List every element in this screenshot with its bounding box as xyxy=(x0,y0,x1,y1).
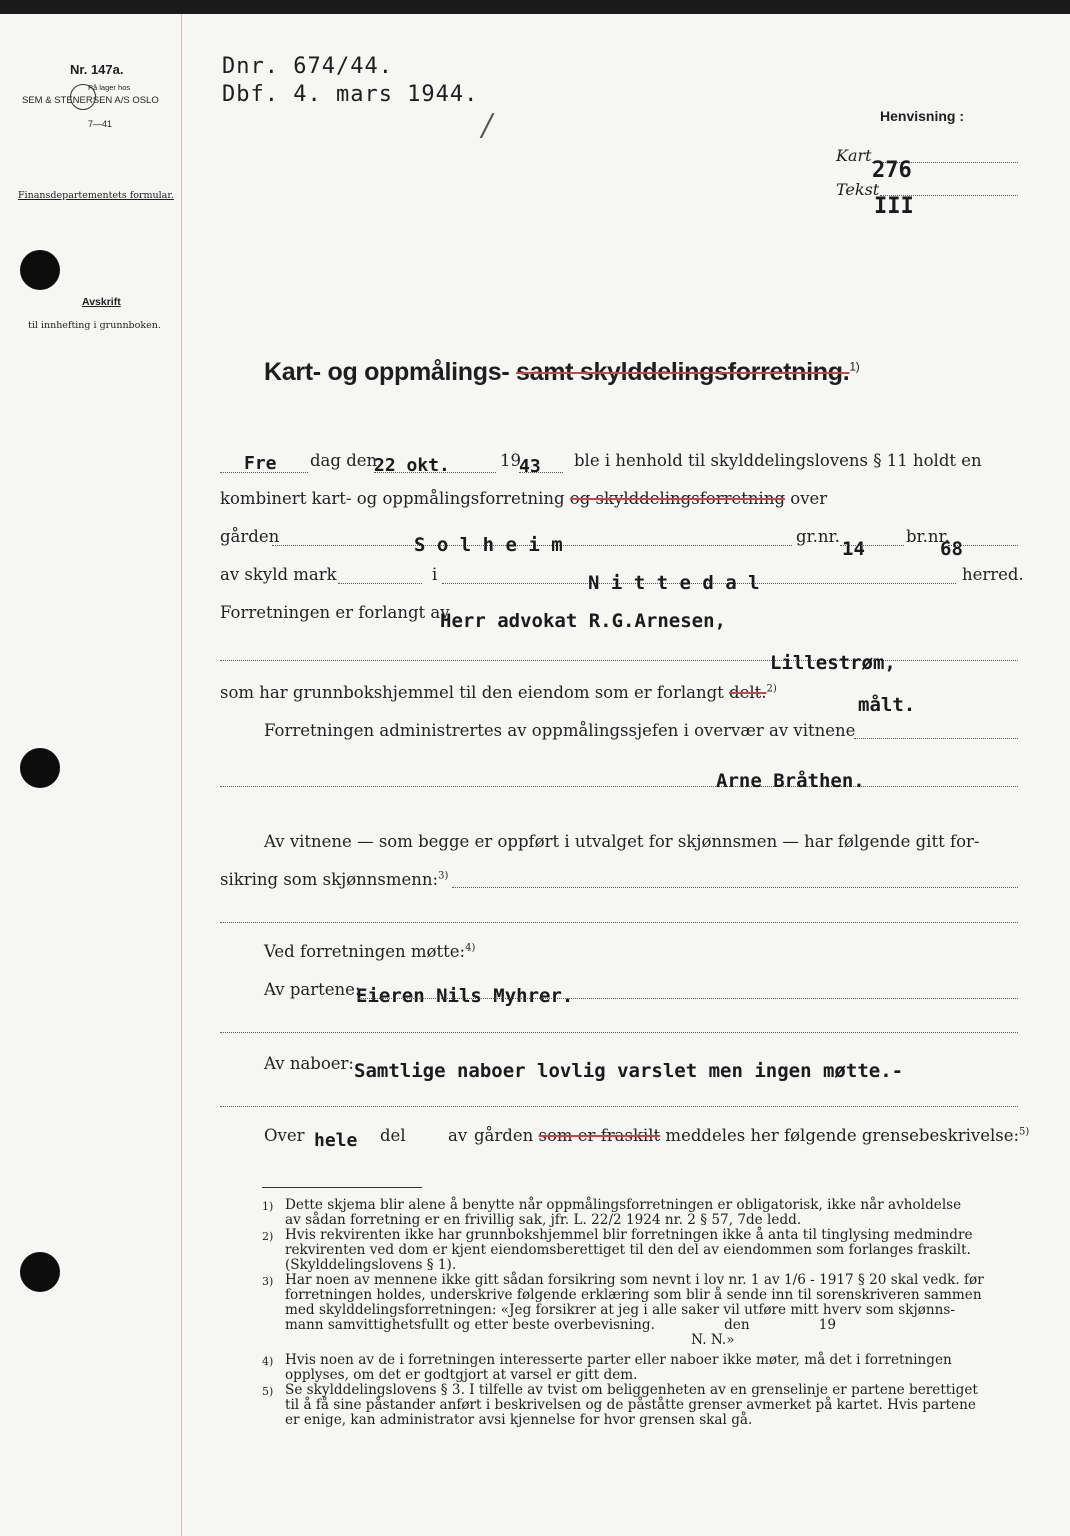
requested-value: Herr advokat R.G.Arnesen, xyxy=(440,610,726,632)
ministry-form: Finansdepartementets formular. xyxy=(18,190,174,201)
requested-label: Forretningen er forlangt av xyxy=(220,603,450,622)
vitne-line2-text: sikring som skjønnsmenn: xyxy=(220,870,439,889)
gaarden-label: gården xyxy=(220,527,280,546)
scan-edge xyxy=(0,0,1070,14)
year-line xyxy=(519,472,563,473)
document-title xyxy=(264,358,859,387)
form-edition: 7—41 xyxy=(88,119,113,129)
publisher-line2: SEM & STENERSEN A/S OSLO xyxy=(22,95,159,106)
tekst-label: Tekst xyxy=(836,180,880,199)
skyld-label: av skyld mark xyxy=(220,565,337,584)
form-number: Nr. 147a. xyxy=(70,62,124,77)
line2-start: kombinert kart- og oppmålingsforretning xyxy=(220,489,565,508)
grnr-label: gr.nr. xyxy=(796,527,840,546)
fn3-line5: N. N.» xyxy=(285,1332,735,1348)
brnr-line xyxy=(948,545,1018,546)
date-fill: 22 okt. xyxy=(374,455,450,476)
fn2-line3: (Skylddelingslovens § 1). xyxy=(285,1257,457,1273)
fn2-line1: Hvis rekvirenten ikke har grunnbokshjemmel blir forretningen ikke å anta til tinglysing medmindre xyxy=(285,1227,973,1243)
brnr-label: br.nr. xyxy=(906,527,950,546)
year-prefix: 19 xyxy=(500,451,521,470)
margin-rule xyxy=(181,14,182,1536)
copy-subtitle: til innhefting i grunnboken. xyxy=(28,320,161,331)
fn5-line3: er enige, kan administrator avsi kjennelse for hvor grensen skal gå. xyxy=(285,1412,753,1428)
check-mark: / xyxy=(482,108,493,143)
witness-value: Arne Bråthen. xyxy=(716,770,865,792)
partene-line xyxy=(358,998,1018,999)
fn2-num: 2) xyxy=(262,1230,274,1243)
over-fill: hele xyxy=(314,1130,358,1151)
dag-den-label: dag den xyxy=(310,451,378,470)
grunnbok-text: som har grunnbokshjemmel til den eiendom som er forlangt xyxy=(220,683,724,702)
gaarden-value: S o l h e i m xyxy=(414,534,563,556)
grunnbok-ref: 2) xyxy=(766,683,777,695)
herred-value: N i t t e d a l xyxy=(588,572,760,594)
herred-label: herred. xyxy=(962,565,1024,584)
over-rest: meddeles her følgende grensebeskrivelse: xyxy=(665,1126,1020,1145)
kart-value: 276 xyxy=(872,158,912,183)
over-ref: 5) xyxy=(1019,1126,1030,1138)
punch-hole-bottom xyxy=(20,1252,60,1292)
over-label: Over xyxy=(264,1126,305,1145)
mote-ref: 4) xyxy=(465,942,476,954)
mote-label xyxy=(264,942,475,961)
partene-value: Eieren Nils Myhrer. xyxy=(356,985,574,1007)
naboer-label: Av naboer: xyxy=(264,1054,354,1073)
i-label: i xyxy=(432,565,438,584)
requested-line xyxy=(220,660,1018,661)
fn3-line2: forretningen holdes, underskrive følgende erklæring som blir å sende inn til sorenskriveren sammen xyxy=(285,1287,982,1303)
grunnbok-fill: målt. xyxy=(858,694,916,716)
brnr-value: 68 xyxy=(940,538,963,560)
vitne-line3-dots xyxy=(220,922,1018,923)
over-av: av xyxy=(448,1126,468,1145)
fn3-num: 3) xyxy=(262,1275,274,1288)
fn1-num: 1) xyxy=(262,1200,274,1213)
fn5-line1: Se skylddelingslovens § 3. I tilfelle av tvist om beliggenheten av en grenselinje er partene berettiget xyxy=(285,1382,978,1398)
requested-place: Lillestrøm, xyxy=(770,652,896,674)
naboer-line2 xyxy=(220,1106,1018,1107)
punch-hole-middle xyxy=(20,748,60,788)
grunnbok-line xyxy=(220,683,777,702)
year-fill: 43 xyxy=(519,456,541,477)
copy-title: Avskrift xyxy=(82,296,121,308)
reference-label: Henvisning : xyxy=(880,108,965,124)
vitne-line1: Av vitnene — som begge er oppført i utvalget for skjønnsmen — har følgende gitt for- xyxy=(264,832,980,851)
admin-line xyxy=(854,738,1018,739)
admin-text: Forretningen administrertes av oppmålingssjefen i overvær av vitnene xyxy=(264,721,856,740)
over-del: del xyxy=(380,1126,406,1145)
over-garden-text: gården xyxy=(474,1126,534,1145)
fn4-num: 4) xyxy=(262,1355,274,1368)
fn5-line2: til å få sine påstander anført i beskrivelsen og de påståtte grenser avmerket på kartet. Hvis partene xyxy=(285,1397,976,1413)
line2-end: over xyxy=(790,489,828,508)
fn3-line4: mann samvittighetsfullt og etter beste overbevisning. den 19 xyxy=(285,1317,837,1333)
grnr-value: 14 xyxy=(842,538,865,560)
skyld-line xyxy=(338,583,422,584)
grnr-line xyxy=(840,545,904,546)
fn1-line2: av sådan forretning er en frivillig sak, jfr. L. 22/2 1924 nr. 2 § 57, 7de ledd. xyxy=(285,1212,802,1228)
fn2-line2: rekvirenten ved dom er kjent eiendomsberettiget til den del av eiendommen som forlanges fraskilt. xyxy=(285,1242,971,1258)
vitne-line2-dots xyxy=(452,887,1018,888)
grunnbok-struck: delt. xyxy=(729,683,767,702)
over-struck: som er fraskilt xyxy=(538,1126,661,1145)
title-footnote-ref: 1) xyxy=(849,359,860,374)
fn5-num: 5) xyxy=(262,1385,274,1398)
vitne-ref: 3) xyxy=(438,870,449,882)
partene-label: Av partene: xyxy=(264,980,361,999)
witness-line xyxy=(220,786,1018,787)
vitne-line2 xyxy=(220,870,448,889)
fn4-line1: Hvis noen av de i forretningen interesserte parter eller naboer ikke møter, må det i forretningen xyxy=(285,1352,952,1368)
date-line xyxy=(374,472,496,473)
tekst-value: III xyxy=(874,194,914,219)
kart-label: Kart xyxy=(836,146,872,165)
fn1-line1: Dette skjema blir alene å benytte når oppmålingsforretningen er obligatorisk, ikke når avholdelse xyxy=(285,1197,962,1213)
day-fill: Fre xyxy=(244,453,277,474)
publisher-logo-icon xyxy=(70,84,96,110)
day-line xyxy=(220,472,308,473)
over-garden xyxy=(474,1126,1029,1145)
dbf-date: Dbf. 4. mars 1944. xyxy=(222,82,479,107)
dnr-reference: Dnr. 674/44. xyxy=(222,54,393,79)
publisher-line1: På lager hos xyxy=(88,83,131,92)
line1-rest: ble i henhold til skylddelingslovens § 11 holdt en xyxy=(574,451,982,470)
title-struck: samt skylddelingsforretning. xyxy=(516,358,850,386)
line2-struck: og skylddelingsforretning xyxy=(569,489,786,508)
footnote-separator xyxy=(262,1187,422,1188)
fn4-line2: opplyses, om det er godtgjort at varsel er gitt dem. xyxy=(285,1367,638,1383)
line2 xyxy=(220,489,827,508)
fn3-line1: Har noen av mennene ikke gitt sådan forsikring som nevnt i lov nr. 1 av 1/6 - 1917 § 20 skal vedk. før xyxy=(285,1272,984,1288)
mote-text: Ved forretningen møtte: xyxy=(264,942,466,961)
fn3-line3: med skylddelingsforretningen: «Jeg forsikrer at jeg i alle saker vil utføre mitt hverv som skjønns- xyxy=(285,1302,955,1318)
punch-hole-top xyxy=(20,250,60,290)
naboer-value: Samtlige naboer lovlig varslet men ingen møtte.- xyxy=(354,1060,904,1082)
title-normal: Kart- og oppmålings- xyxy=(264,358,510,386)
partene-line2 xyxy=(220,1032,1018,1033)
